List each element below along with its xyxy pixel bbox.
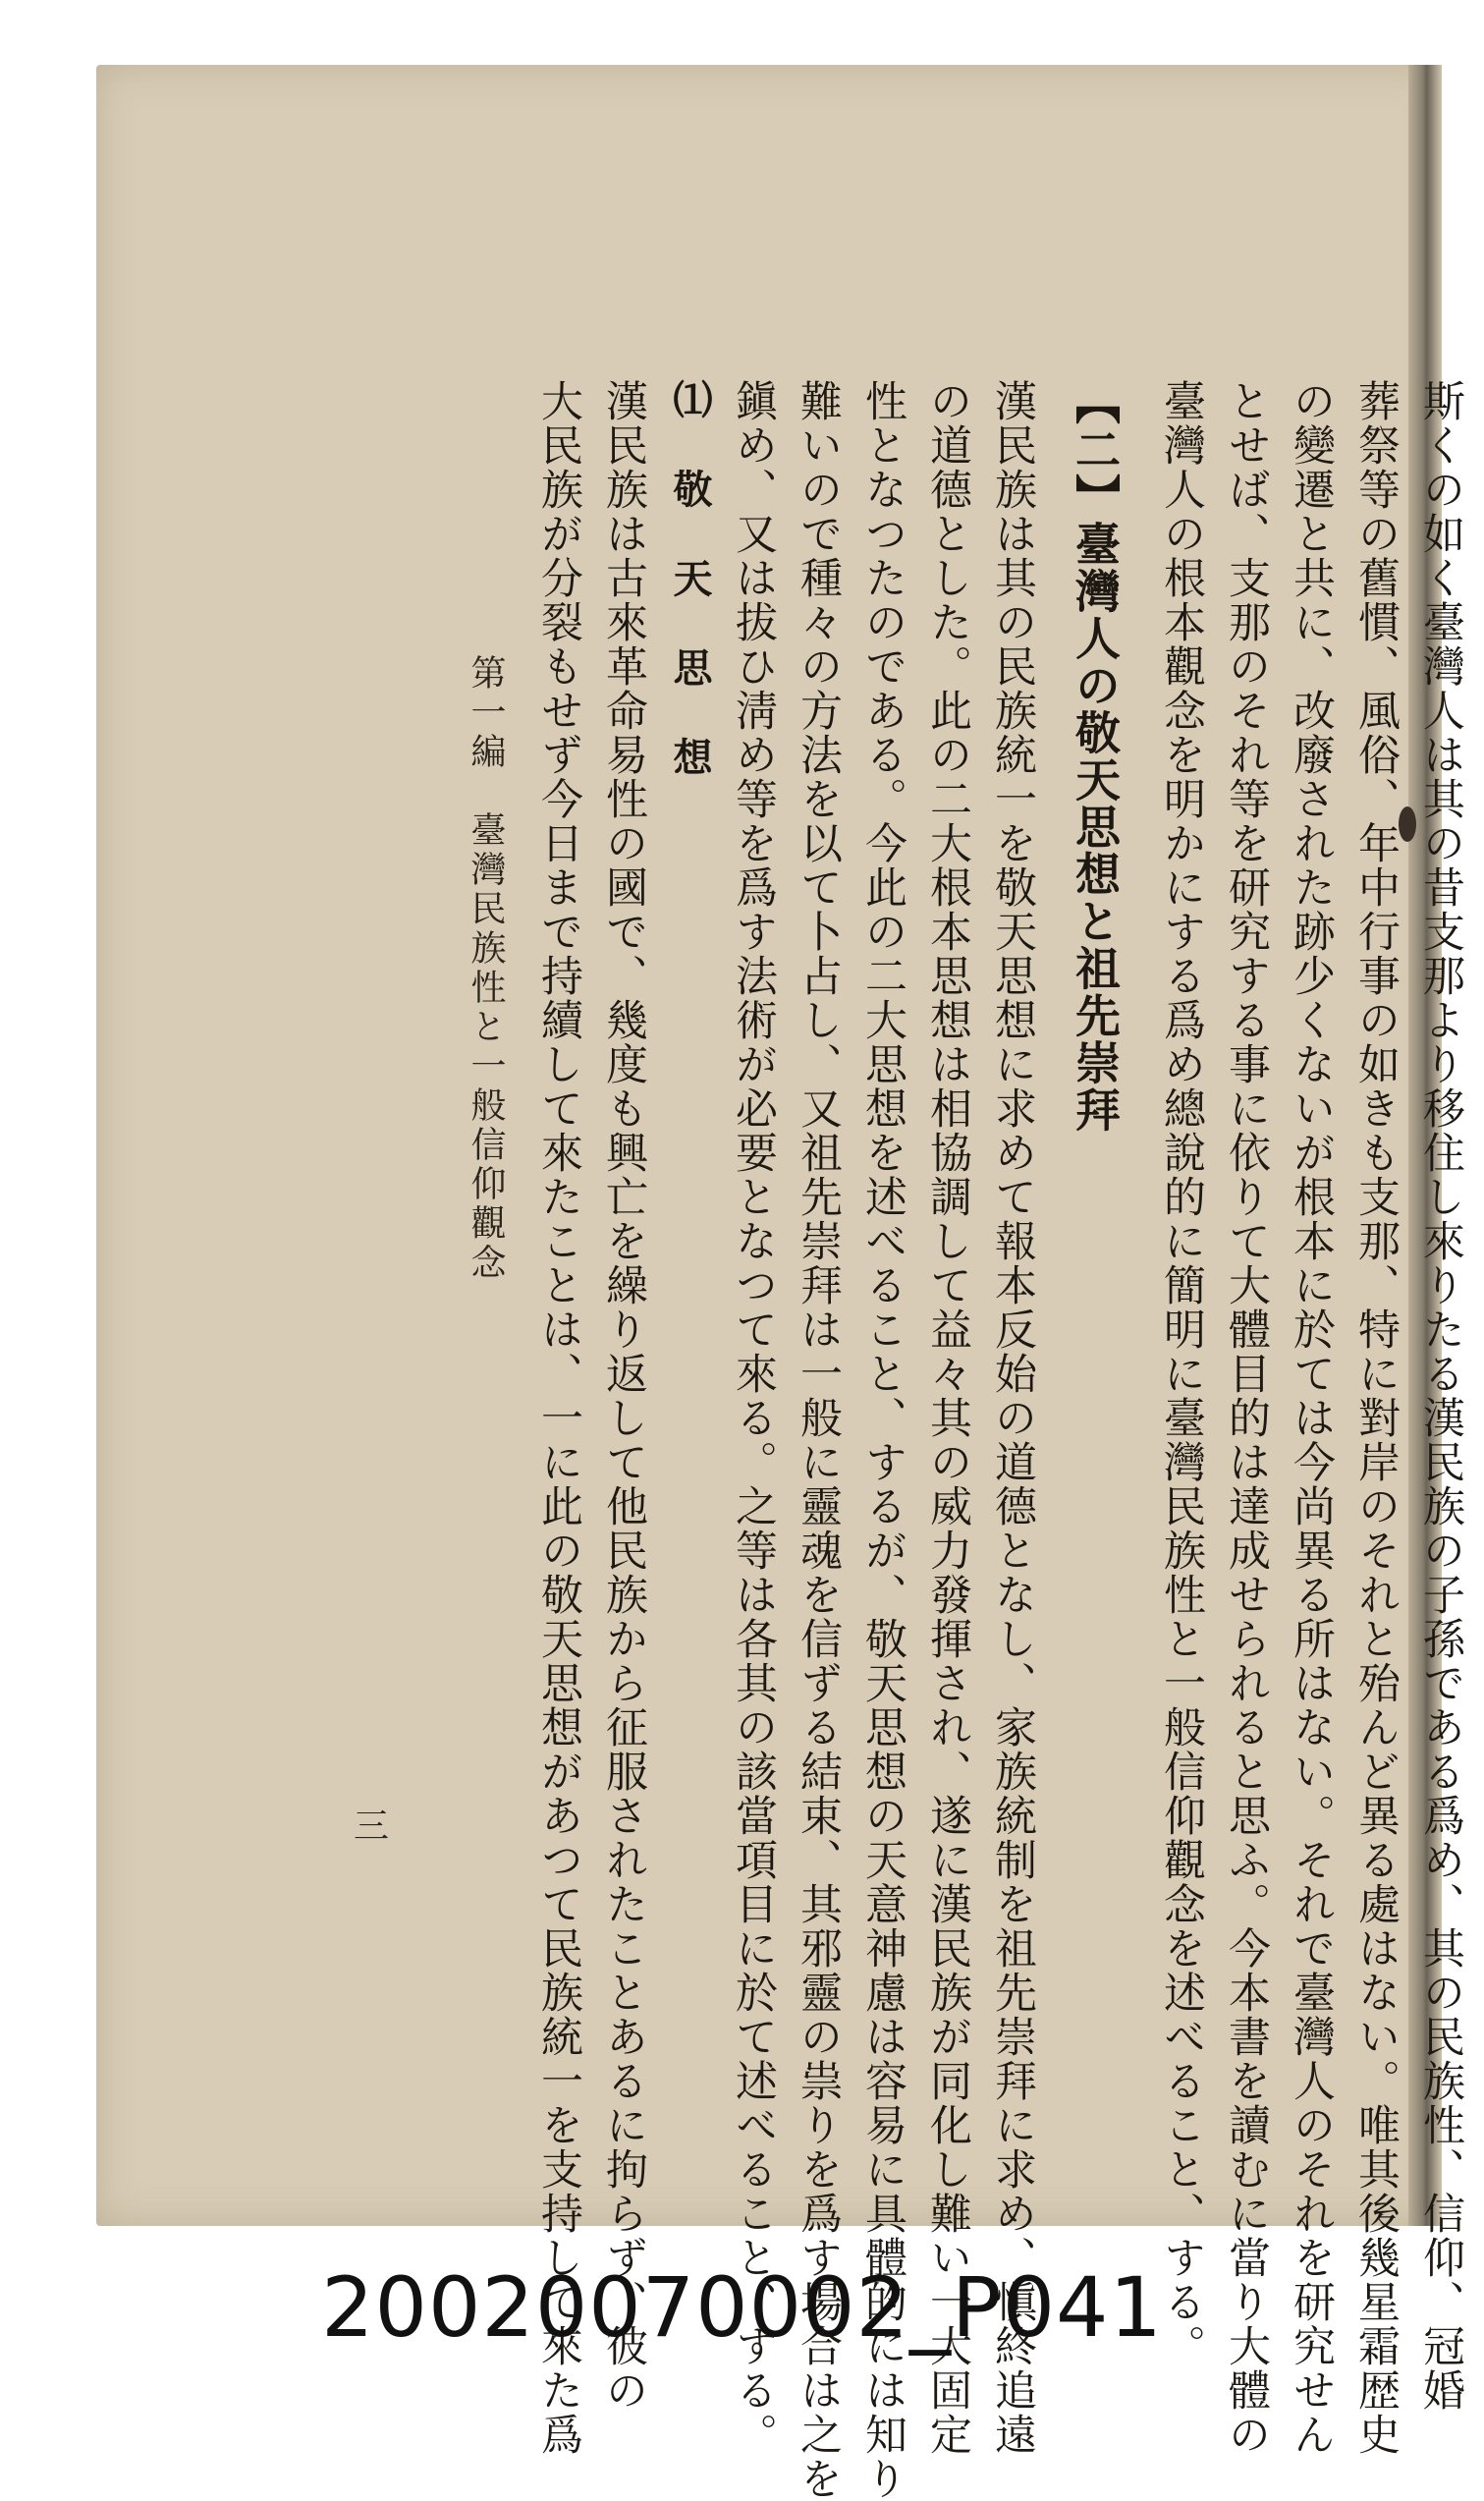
page-number: 三 bbox=[354, 1806, 390, 1847]
text-column: の變遷と共に、改廢された跡少くないが根本に於ては今尚異る所はない。それで臺灣人のそれを研究せん bbox=[1287, 379, 1336, 2457]
section-heading: 【二】臺灣人の敬天思想と祖先崇拜 bbox=[1069, 379, 1122, 1134]
text-column: 漢民族は古來革命易性の國で、幾度も興亡を繰り返して他民族から征服されたことあるに拘らず、彼の bbox=[599, 379, 648, 2413]
text-column: の道德とした。此の二大根本思想は相協調して益々其の威力發揮され、遂に漢民族が同化し難い一大固定 bbox=[923, 379, 972, 2457]
text-column: とせば、支那のそれ等を研究する事に依りて大體目的は達成せられると思ふ。今本書を讀むに當り大體の bbox=[1222, 379, 1271, 2457]
subsection-heading: ⑴ 敬 天 思 想 bbox=[667, 379, 713, 778]
text-column: 大民族が分裂もせず今日まで持續して來たことは、一に此の敬天思想があつて民族統一を支持して來た爲 bbox=[534, 379, 583, 2457]
running-footer: 第一編 臺灣民族性と一般信仰觀念 bbox=[466, 654, 506, 1283]
image-caption: 20020070002_P041 bbox=[321, 2259, 1163, 2356]
text-column: 臺灣人の根本觀念を明かにする爲め總說的に簡明に臺灣民族性と一般信仰觀念を述べること、する。 bbox=[1157, 379, 1206, 2368]
text-column: 難いので種々の方法を以て卜占し、又祖先崇拜は一般に靈魂を信ずる結束、其邪靈の祟りを爲す場合は之を bbox=[794, 379, 843, 2501]
text-column: 鎭め、又は拔ひ淸め等を爲す法術が必要となつて來る。之等は各其の該當項目に於て述べること、する。 bbox=[729, 379, 778, 2457]
text-column: 性となつたのである。今此の二大思想を述べること、するが、敬天思想の天意神慮は容易に具體的には知り bbox=[858, 379, 907, 2501]
text-column: 漢民族は其の民族統一を敬天思想に求めて報本反始の道德となし、家族統制を祖先崇拜に求め、愼終追遠 bbox=[988, 379, 1037, 2457]
text-column: 葬祭等の舊慣、風俗、年中行事の如きも支那、特に對岸のそれと殆んど異る處はない。唯其後幾星霜歴史 bbox=[1351, 379, 1401, 2457]
text-column: 斯くの如く臺灣人は其の昔支那より移住し來りたる漢民族の子孫である爲め、其の民族性、信仰、冠婚 bbox=[1416, 379, 1465, 2413]
